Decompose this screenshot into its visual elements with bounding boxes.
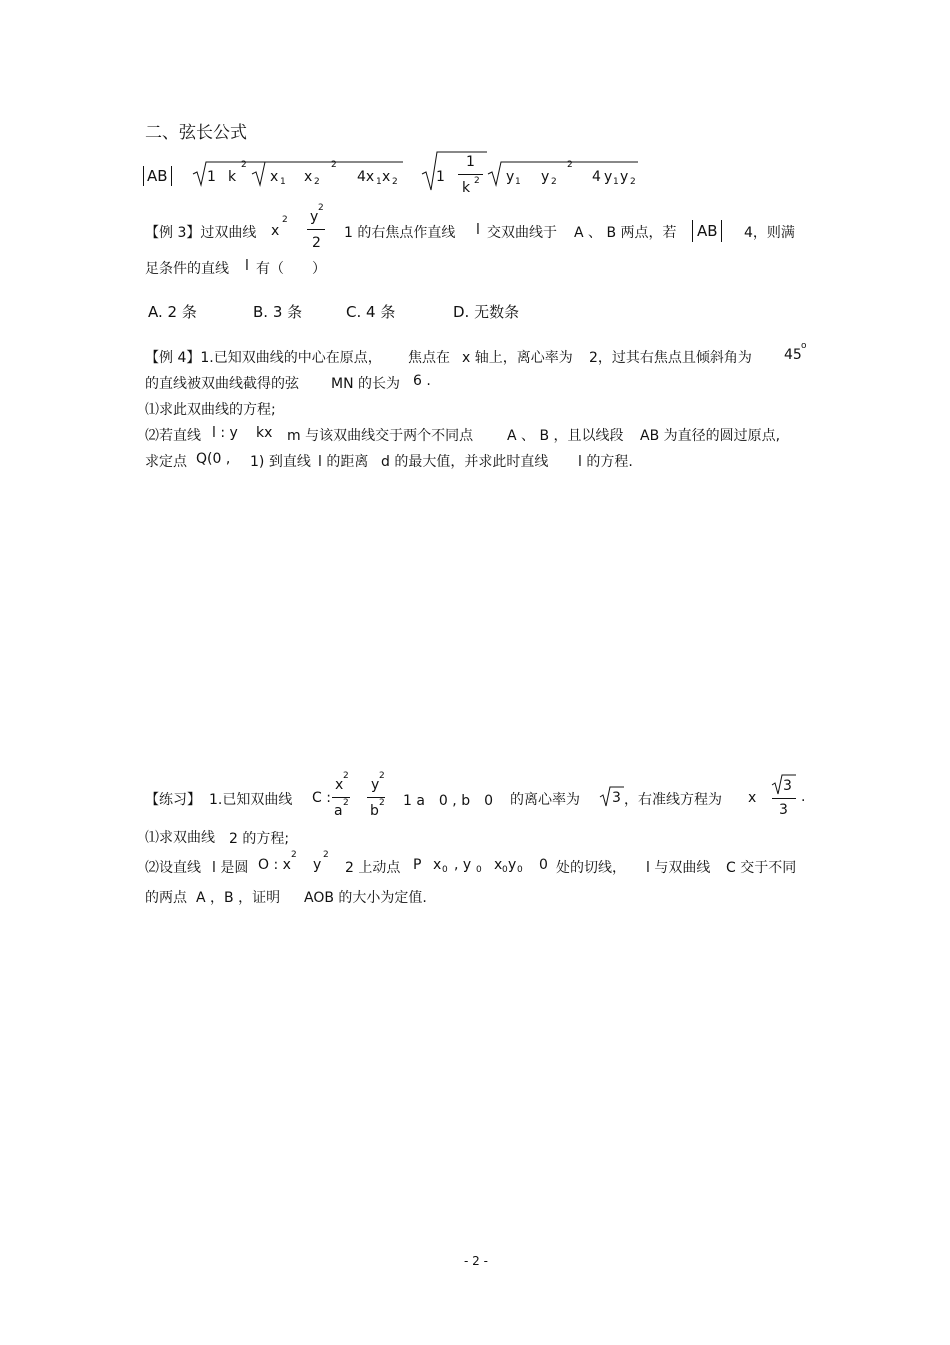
formula-one: 1 [207,169,216,185]
practice-frac-num: 3 [783,778,792,794]
ex4-q3d: l 的距离 [318,454,369,470]
practice-q2g: x [433,857,442,873]
practice-label: 【练习】 [145,792,201,808]
ex4-l2b: MN 的长为 [331,376,401,392]
section-title: 二、弦长公式 [145,123,247,143]
practice-q1: ⑴求双曲线 [145,830,215,846]
formula2-ty2: y [620,169,629,185]
practice-dir: ，右准线方程为 [624,792,722,808]
practice-q2i-sub: 0 [502,865,508,875]
formula2-one: 1 [436,169,445,185]
ex4-q3e: d 的最大值，并求此时直线 [381,454,549,470]
ex4-q3a: 求定点 [145,454,187,470]
practice-x: x [335,777,344,793]
formula-x1: x [270,169,279,185]
ex4-q2c: kx [256,425,273,441]
practice-q2d: y [313,857,322,873]
practice-q2m: l 与双曲线 [646,860,711,876]
ex4-l1b: 焦点在 [408,350,450,366]
ex3-x-exp: 2 [282,215,288,225]
practice-q2g-sub: 0 [442,865,448,875]
practice-c: C : [312,790,331,806]
practice-q2a: ⑵设直线 [145,860,201,876]
practice-q3c: AOB 的大小为定值. [304,890,427,906]
formula-x1-sub: 1 [280,177,286,187]
practice-cond: 1 a 0 , b 0 [403,793,493,809]
ex3-line2: 足条件的直线 [145,261,229,277]
practice-frac-den: 3 [779,802,788,818]
practice-q2e: 2 上动点 [345,860,401,876]
ex3-y-exp: 2 [318,203,324,213]
formula-x2b-sub: 2 [392,177,398,187]
formula2-frac-line [458,174,483,175]
practice-sqrt3: 3 [612,790,621,806]
ex3-x: x [271,223,280,239]
ex4-l2a: 的直线被双曲线截得的弦 [145,376,299,392]
ex3-frac-line [307,229,325,230]
ex3-l: l [476,222,480,238]
formula2-y2: y [541,169,550,185]
sqrt-sign-3 [422,150,487,194]
practice-q3a: 的两点 [145,890,187,906]
practice-q2k: 0 [539,857,548,873]
ex4-q2b: l : y [212,425,238,441]
practice-q2j-sub: 0 [517,865,523,875]
ex4-l1a: 【例 4】1.已知双曲线的中心在原点， [145,350,382,366]
option-d: D. 无数条 [453,303,520,321]
practice-q2h: , y [454,857,472,873]
formula2-4: 4 [592,169,601,185]
formula2-y1-sub: 1 [515,177,521,187]
ex4-l2c: 6 . [413,373,431,389]
practice-x-exp: 2 [343,771,349,781]
page-number: - 2 - [464,1254,488,1268]
practice-q2c: O : x [258,857,291,873]
abs-bar-right [171,166,172,186]
formula2-num: 1 [466,154,475,170]
formula-ab: AB [147,167,168,185]
ex3-abs-left [692,220,693,242]
practice-b2-exp: 2 [379,798,385,808]
formula2-y2-sub: 2 [551,177,557,187]
practice-ecc: 的离心率为 [510,792,580,808]
option-a: A. 2 条 [148,303,197,321]
practice-q2l: 处的切线， [556,860,626,876]
ex4-q2e: A 、 B ，且以线段 [507,428,624,444]
practice-y-exp: 2 [379,771,385,781]
practice-q2h-sub: 0 [476,865,482,875]
practice-a: 1.已知双曲线 [209,792,293,808]
ex4-q2a: ⑵若直线 [145,428,201,444]
formula-k-exp: 2 [241,160,247,170]
ex4-l1e: 45 [784,347,802,363]
formula2-sq: 2 [567,160,573,170]
ex3-line2-end: 有（ ） [256,261,326,277]
practice-q1b: 2 的方程; [229,831,290,847]
ex4-l1e-sup: o [801,341,807,351]
formula2-ty1: y [604,169,613,185]
practice-q2d-exp: 2 [323,850,329,860]
ex4-q3f: l 的方程. [578,454,633,470]
practice-xe: x [748,790,757,806]
formula-4x: 4x [357,169,375,185]
ex3-after-eq: 1 的右焦点作直线 [344,225,456,241]
formula-k: k [228,169,237,185]
practice-q2j: y [508,857,517,873]
practice-q2f: P [413,857,422,873]
ex4-q1: ⑴求此双曲线的方程; [145,402,276,418]
practice-q2n: C 交于不同 [726,860,797,876]
practice-dot: . [801,789,806,805]
practice-b2: b [370,803,379,819]
ex4-l1c: x 轴上，离心率为 [462,350,573,366]
ex4-q3b: Q(0 , [196,451,231,467]
practice-q3b: A ，B ，证明 [196,890,281,906]
ex4-q2d: m 与该双曲线交于两个不同点 [287,428,474,444]
formula-sq: 2 [331,160,337,170]
ex4-l1d: 2，过其右焦点且倾斜角为 [589,350,752,366]
option-c: C. 4 条 [346,303,396,321]
formula2-ty2-sub: 2 [630,177,636,187]
practice-y: y [371,777,380,793]
ex3-label: 【例 3】过双曲线 [145,225,257,241]
ex3-den: 2 [312,235,321,251]
formula-x2-sub: 2 [314,177,320,187]
formula2-den-exp: 2 [474,176,480,186]
ex3-four: 4，则满 [744,225,795,241]
ex4-q3c: 1) 到直线 [250,454,311,470]
option-b: B. 3 条 [253,303,303,321]
ex3-abs-right [721,220,722,242]
ex3-points: A 、 B 两点，若 [574,225,677,241]
ex3-mid: 交双曲线于 [487,225,557,241]
ex3-l2: l [245,258,249,274]
formula2-y1: y [506,169,515,185]
ex3-ab: AB [697,222,718,240]
practice-q2c-exp: 2 [291,850,297,860]
formula-4x-sub1: 1 [376,177,382,187]
practice-a2-exp: 2 [343,798,349,808]
practice-q2i: x [494,857,503,873]
formula-x2b: x [382,169,391,185]
ex3-y: y [310,209,319,225]
practice-a2: a [334,803,343,819]
abs-bar-left [143,166,144,186]
formula-x2: x [304,169,313,185]
practice-q2b: l 是圆 [212,860,249,876]
ex4-q2f: AB 为直径的圆过原点, [640,428,781,444]
formula2-ty1-sub: 1 [613,177,619,187]
practice-frac-line [772,798,796,799]
formula2-den: k [462,180,471,196]
